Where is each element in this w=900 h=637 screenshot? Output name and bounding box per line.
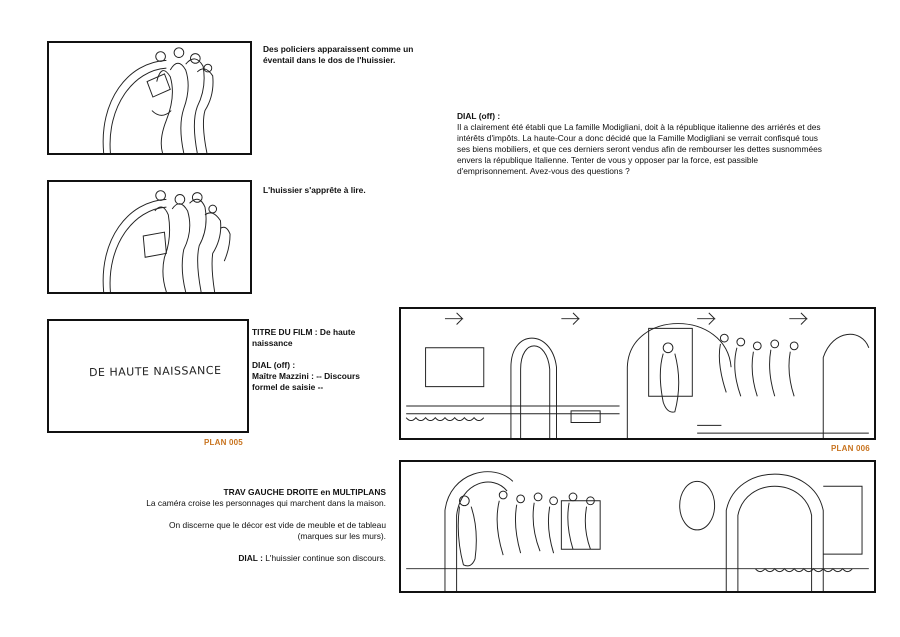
panel-2-caption: L'huissier s'apprête à lire. [263, 185, 366, 195]
storyboard-panel-5 [399, 460, 876, 593]
sketch-bailiff-reading [49, 182, 250, 292]
panel-5-dial-value: L'huissier continue son discours. [265, 553, 386, 563]
panel-5-line-2: La caméra croise les personnages qui marchent dans la maison. [146, 498, 386, 508]
plan-label-006: PLAN 006 [831, 444, 870, 453]
sketch-police-fan [49, 43, 250, 153]
storyboard-panel-3 [47, 319, 249, 433]
panel-5-dial-label: DIAL : [238, 553, 263, 563]
storyboard-panel-2 [47, 180, 252, 294]
sketch-film-title: DE HAUTE NAISSANCE [88, 363, 222, 380]
panel-3-notes [252, 327, 382, 393]
panel-5-notes [100, 487, 386, 564]
panel-5-line-3: On discerne que le décor est vide de meuble et de tableau [169, 520, 386, 530]
panel-3-dial-value: Maître Mazzini : -- Discours formel de saisie -- [252, 371, 360, 392]
panel-5-line-4: (marques sur les murs). [297, 531, 386, 541]
title-label: TITRE DU FILM : [252, 327, 318, 337]
storyboard-panel-4 [399, 307, 876, 440]
plan-label-005: PLAN 005 [204, 438, 243, 447]
panel-1-caption: Des policiers apparaissent comme un éventail dans le dos de l'huissier. [263, 44, 414, 65]
sketch-corridor-police [401, 309, 874, 438]
panel-3-dial-label: DIAL (off) : [252, 360, 296, 370]
sketch-multiplane-travelling [401, 462, 874, 591]
dial-block-heading: DIAL (off) : [457, 111, 501, 121]
storyboard-panel-1 [47, 41, 252, 155]
dial-block [457, 111, 822, 177]
panel-5-line-1: TRAV GAUCHE DROITE en MULTIPLANS [223, 487, 386, 497]
dial-block-text: Il a clairement été établi que La famille Modigliani, doit à la république italienne des arriérés et des intérêts d'impôts. La haute-Cour a donc décidé que la Famille Modigliani se verrait confisqué tous ses biens mobiliers, et que ces derniers seront vendus afin de rembourser les dettes susnommées envers la république Italienne. Tenter de vous y opposer par la force, est passible d'emprisonnement. Avez-vous des questions ? [457, 122, 822, 176]
title-value: De haute naissance [252, 327, 356, 348]
